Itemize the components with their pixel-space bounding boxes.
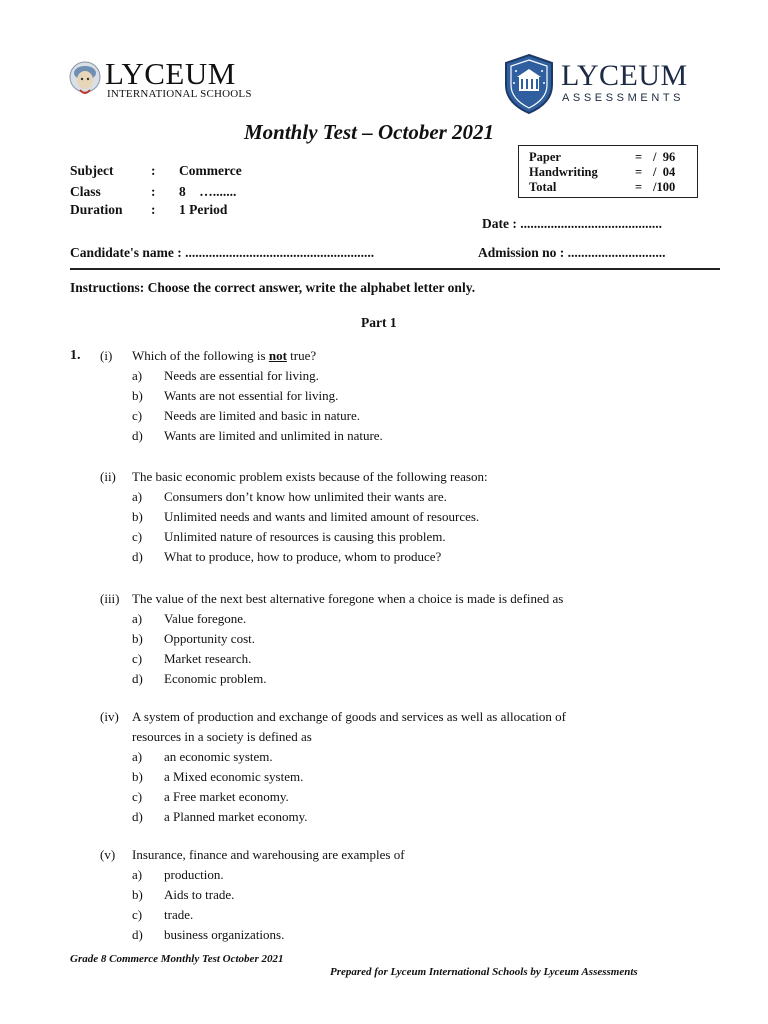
subject-label: Subject [70, 163, 114, 178]
header-divider [70, 268, 720, 270]
option-letter: d) [132, 428, 143, 443]
option-letter: a) [132, 867, 143, 882]
part-heading: Part 1 [361, 315, 397, 330]
page-title: Monthly Test – October 2021 [244, 120, 495, 144]
option-letter: a) [132, 611, 143, 626]
option-letter: b) [132, 509, 143, 524]
sub-question-number: (iii) [100, 591, 120, 606]
option-text: Unlimited needs and wants and limited amount of resources. [164, 509, 480, 524]
sub-question-text: The value of the next best alternative foregone when a choice is made is defined as [132, 591, 564, 606]
class-label: Class [70, 184, 101, 199]
marks-row-handwriting [529, 165, 694, 180]
date-line: Date : .......................................... [482, 216, 662, 231]
marks-equals: = [635, 165, 643, 179]
left-logo-subtitle: INTERNATIONAL SCHOOLS [107, 88, 252, 100]
option-letter: c) [132, 907, 143, 922]
footer-right: Prepared for Lyceum International Schools by Lyceum Assessments [330, 966, 638, 978]
colon: : [151, 202, 156, 217]
option-text: Value foregone. [164, 611, 247, 626]
option-text: an economic system. [164, 749, 273, 764]
sub-question-number: (iv) [100, 709, 119, 724]
right-logo-subtitle: ASSESSMENTS [562, 92, 685, 104]
option-letter: a) [132, 368, 143, 383]
option-text: Unlimited nature of resources is causing this problem. [164, 529, 446, 544]
marks-box [518, 145, 698, 198]
option-text: production. [164, 867, 224, 882]
option-text: Wants are not essential for living. [164, 388, 339, 403]
option-text: Aids to trade. [164, 887, 235, 902]
right-logo-name: LYCEUM [561, 59, 688, 92]
marks-row-total [529, 180, 694, 195]
question-text-part: Which of the following is [132, 348, 269, 363]
lyceum-assessments-logo [502, 53, 712, 115]
option-text: Economic problem. [164, 671, 267, 686]
option-letter: d) [132, 809, 143, 824]
shield-crest-icon [502, 53, 556, 115]
footer-left: Grade 8 Commerce Monthly Test October 2021 [70, 953, 284, 965]
sub-question-number: (ii) [100, 469, 116, 484]
option-letter: a) [132, 489, 143, 504]
sub-question-text: The basic economic problem exists because of the following reason: [132, 469, 488, 484]
duration-value: 1 Period [179, 202, 228, 217]
left-logo-name: LYCEUM [105, 56, 236, 91]
option-text: Consumers don’t know how unlimited their wants are. [164, 489, 447, 504]
instructions: Instructions: Choose the correct answer, write the alphabet letter only. [70, 280, 476, 295]
class-value: 8 …....... [179, 184, 237, 199]
option-text: a Free market economy. [164, 789, 289, 804]
marks-equals: = [635, 150, 643, 164]
option-text: a Mixed economic system. [164, 769, 304, 784]
option-text: Market research. [164, 651, 252, 666]
marks-value: /100 [653, 180, 676, 194]
colon: : [151, 184, 156, 199]
option-letter: d) [132, 671, 143, 686]
option-letter: d) [132, 549, 143, 564]
option-letter: c) [132, 789, 143, 804]
option-letter: c) [132, 408, 143, 423]
marks-label: Paper [529, 150, 561, 164]
sub-question-number: (i) [100, 348, 113, 363]
option-letter: b) [132, 631, 143, 646]
marks-value: / 96 [653, 150, 676, 164]
sub-question-text: Insurance, finance and warehousing are examples of [132, 847, 405, 862]
option-letter: c) [132, 529, 143, 544]
question-text-part: true? [286, 348, 317, 363]
option-text: Needs are essential for living. [164, 368, 319, 383]
option-letter: d) [132, 927, 143, 942]
option-text: a Planned market economy. [164, 809, 308, 824]
option-text: Opportunity cost. [164, 631, 255, 646]
option-text: What to produce, how to produce, whom to produce? [164, 549, 442, 564]
school-crest-icon [68, 60, 102, 98]
sub-question-text-continued: resources in a society is defined as [132, 729, 312, 744]
option-letter: b) [132, 388, 143, 403]
option-letter: b) [132, 887, 143, 902]
option-text: trade. [164, 907, 194, 922]
marks-label: Handwriting [529, 165, 598, 179]
sub-question-text [132, 346, 722, 366]
admission-number-line: Admission no : ............................. [478, 245, 666, 260]
option-text: Wants are limited and unlimited in nature. [164, 428, 383, 443]
marks-row-paper [529, 150, 694, 165]
candidate-name-line: Candidate's name : ........................................................ [70, 245, 375, 260]
colon: : [151, 163, 156, 178]
marks-label: Total [529, 180, 557, 194]
marks-value: / 04 [653, 165, 676, 179]
option-letter: b) [132, 769, 143, 784]
option-text: Needs are limited and basic in nature. [164, 408, 361, 423]
option-text: business organizations. [164, 927, 285, 942]
question-number: 1. [70, 348, 81, 363]
emphasis-word: not [268, 348, 287, 363]
lyceum-international-logo [68, 58, 268, 104]
duration-label: Duration [70, 202, 123, 217]
sub-question-number: (v) [100, 847, 116, 862]
sub-question-text: A system of production and exchange of goods and services as well as allocation of [132, 709, 566, 724]
option-letter: a) [132, 749, 143, 764]
option-letter: c) [132, 651, 143, 666]
subject-value: Commerce [179, 163, 242, 178]
marks-equals: = [635, 180, 643, 194]
